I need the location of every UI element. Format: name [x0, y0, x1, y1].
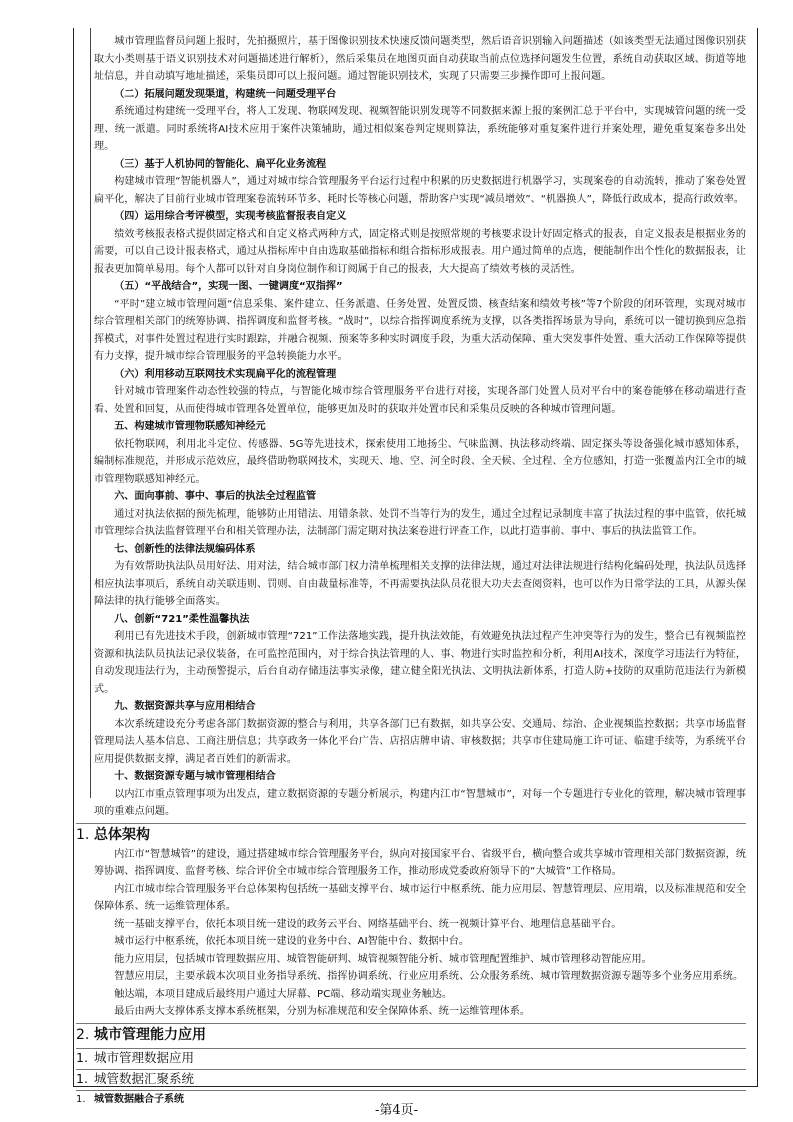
paragraph: 能力应用层，包括城市管理数据应用、城管智能研判、城管视频智能分析、城市管理配置维护、城市管理移动智能应用。 — [114, 953, 652, 965]
heading-number: 1. — [76, 1050, 88, 1065]
paragraph: 通过对执法依据的预先梳理，能够防止用错法、用错条款、处罚不当等行为的发生，通过全过程记录制度丰富了执法过程的事中监管，依托城市管理综合执法监督管理平台和相关管理办法，法制部门需定期对执法案卷进行评查工作，以此打造事前、事中、事后的执法监管工作。 — [94, 508, 746, 537]
section-heading-row — [76, 824, 746, 846]
paragraph: 本次系统建设充分考虑各部门数据资源的整合与利用，共享各部门已有数据，如共享公安、交通局、综治、企业视频监控数据；共享市场监督管理局法人基本信息、工商注册信息；共享政务一体化平台广告、店招店牌申请、审核数据；共享市住建局施工许可证、临建手续等，为系统平台应用提供数据支撑，满足者百姓们的新需求。 — [94, 718, 746, 765]
paragraph: 统一基础支撑平台，依托本项目统一建设的政务云平台、网络基础平台、统一视频计算平台、地理信息基础平台。 — [114, 918, 622, 930]
subsection-heading: 七、创新性的法律法规编码体系 — [114, 543, 256, 555]
paragraph: 为有效帮助执法队员用好法、用对法，结合城市部门权力清单梳理相关支撑的法律法规，通过对法律法规进行结构化编码处理，执法队员选择相应执法事项后，系统自动关联违则、罚则、自由裁量标准等，不再需要执法队员花很大功夫去查阅资料，也可以作为日常学法的工具，从源头保障法律的执行能够全面落实。 — [94, 561, 746, 607]
paragraph: 智慧应用层，主要承载本次项目业务指导系统、指挥协调系统、行业应用系统、公众服务系统、城市管理数据资源专题等多个业务应用系统。 — [114, 971, 744, 982]
document-body — [76, 33, 746, 1108]
subsection-heading: （二）拓展问题发现渠道，构建统一问题受理平台 — [114, 88, 337, 100]
outline-level-bar — [90, 28, 91, 798]
subsection-heading: 五、构建城市管理物联感知神经元 — [114, 421, 266, 432]
section-heading: 城市管理数据应用 — [94, 1049, 195, 1065]
section-heading-row — [76, 1024, 746, 1046]
paragraph: 利用已有先进技术手段，创新城市管理“721”工作法落地实践，提升执法效能，有效避免执法过程产生冲突等行为的发生，整合已有视频监控资源和执法队员执法记录仪装备，在可监控范围内，对于综合执法管理的人、事、物进行实时监控和分析，利用AI技术，深度学习违法行为特征，自动发现违法行为，主动预警提示，后台自动存储违法事实录像，建立健全阳光执法、文明执法新体系，打造人防+技防的双重防范违法行为新模式。 — [94, 631, 746, 695]
heading-number: 1. — [76, 1071, 88, 1086]
section-heading: 城管数据融合子系统 — [94, 1093, 184, 1105]
paragraph: 内江市城市综合管理服务平台总体架构包括统一基础支撑平台、城市运行中枢系统、能力应用层、智慧管理层、应用端，以及标准规范和安全保障体系、统一运维管理体系。 — [94, 883, 746, 912]
section-heading: 城市管理能力应用 — [94, 1026, 206, 1043]
subsection-heading: （四）运用综合考评模型，实现考核监督报表自定义 — [114, 211, 347, 222]
section-heading-row — [76, 1049, 746, 1067]
section-heading: 城管数据汇聚系统 — [94, 1070, 195, 1086]
section-heading: 总体架构 — [94, 826, 150, 843]
subsection-heading: （六）利用移动互联网技术实现扁平化的流程管理 — [114, 368, 337, 380]
subsection-heading: （五）“平战结合”，实现一图、一键调度“双指挥” — [114, 281, 343, 292]
paragraph: 绩效考核报表格式提供固定格式和自定义格式两种方式，固定格式则是按照常规的考核要求设计好固定格式的报表，自定义报表是根据业务的需要，可以自己设计报表格式，通过从指标库中自由选取基础指标和组合指标形成报表。用户通过简单的点选，便能制作出个性化的数据报表，让报表更加简单易用。每个人都可以针对自身岗位制作和订阅属于自己的报表，大大提高了绩效考核的灵活性。 — [94, 228, 746, 275]
paragraph: 最后由两大支撑体系支撑本系统框架，分别为标准规范和安全保障体系、统一运维管理体系。 — [114, 1006, 531, 1017]
paragraph: 以内江市重点管理事项为出发点，建立数据资源的专题分析展示，构建内江市“智慧城市”，对每一个专题进行专业化的管理，解决城市管理事项的重难点问题。 — [94, 788, 746, 817]
subsection-heading: 十、数据资源专题与城市管理相结合 — [114, 771, 276, 782]
paragraph: 城市运行中枢系统，依托本项目统一建设的业务中台、AI智能中台、数据中台。 — [114, 936, 470, 947]
paragraph: 构建城市管理“智能机器人”，通过对城市综合管理服务平台运行过程中积累的历史数据进行机器学习，实现案卷的自动流转，推动了案卷处置扁平化，解决了目前行业城市管理案卷流转环节多、耗时长等核心问题，帮助客户实现“减员增效”、“机器换人”，降低行政成本，提高行政效率。 — [94, 176, 746, 205]
paragraph: 针对城市管理案件动态性较强的特点，与智能化城市综合管理服务平台进行对接，实现各部门处置人员对平台中的案卷能够在移动端进行查看、处置和回复，从而使得城市管理各处置单位，能够更加及时的获取并处置市民和采集员反映的各种城市管理问题。 — [94, 386, 746, 415]
paragraph: 城市管理监督员问题上报时，先拍摄照片，基于图像识别技术快速反馈问题类型，然后语音识别输入问题描述（如该类型无法通过图像识别获取大小类则基于语义识别技术对问题描述进行解析），然后采集员在地图页面自动获取当前点位选择问题发生位置，系统自动获取区域、街道等地址信息，并自动填写地址描述，采集员即可以上报问题。通过智能识别技术，实现了只需要三步操作即可上报问题。 — [94, 36, 746, 82]
heading-number: 1. — [76, 826, 90, 843]
paragraph: “平时”建立城市管理问题“信息采集、案件建立、任务派遣、任务处置、处置反馈、核查结案和绩效考核”等7个阶段的闭环管理，实现对城市综合管理相关部门的统筹协调、指挥调度和监督考核。“战时”，以综合指挥调度系统为支撑，以各类指挥场景为导向，系统可以一键切换到应急指挥模式，对事件处置过程进行实时跟踪，并融合视频、预案等多种实时调度手段，为重大活动保障、重大突发事件处置、重大活动工作保障等提供有力支撑，提升城市综合管理服务的平急转换能力水平。 — [94, 298, 746, 362]
heading-number: 1. — [76, 1093, 86, 1105]
subsection-heading: 九、数据资源共享与应用相结合 — [114, 701, 256, 712]
page-number: -第4页- — [374, 1103, 419, 1118]
subsection-heading: 六、面向事前、事中、事后的执法全过程监管 — [114, 491, 317, 502]
paragraph: 触达端，本项目建成后最终用户通过大屏幕、PC端、移动端实现业务触达。 — [114, 988, 453, 1000]
paragraph: 系统通过构建统一受理平台，将人工发现、物联网发现、视频智能识别发现等不同数据来源上报的案例汇总于平台中，实现城管问题的统一受理、统一派遣。同时系统将AI技术应用于案件决策辅助，通过相似案卷判定规则算法，系统能够对重复案件进行并案处理，避免重复案卷多出处理。 — [94, 106, 746, 152]
heading-number: 2. — [76, 1026, 90, 1043]
subsection-heading: 八、创新“721”柔性温馨执法 — [114, 613, 250, 625]
subsection-heading: （三）基于人机协同的智能化、扁平化业务流程 — [114, 158, 327, 170]
paragraph: 内江市“智慧城管”的建设，通过搭建城市综合管理服务平台，纵向对接国家平台、省级平台，横向整合或共享城市管理相关部门数据资源，统筹协调、指挥调度、监督考核、综合评价全市城市综合管理服务工作，推动形成党委政府领导下的“大城管”工作格局。 — [94, 848, 746, 877]
section-heading-row — [76, 1070, 746, 1088]
paragraph: 依托物联网，利用北斗定位、传感器、5G等先进技术，探索使用工地扬尘、气味监测、执法移动终端、固定探头等设备强化城市感知体系，编制标准规范，并形成示范效应，最终借助物联网技术，实现天、地、空、河全时段、全天候、全过程、全方位感知，打造一张覆盖内江全市的城市管理物联感知神经元。 — [94, 438, 746, 485]
